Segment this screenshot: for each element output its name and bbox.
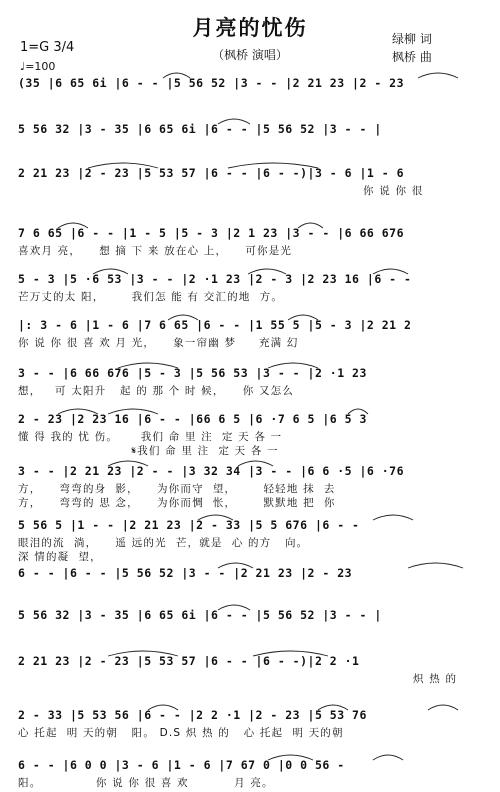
slur-arc — [408, 563, 463, 568]
lyric-line: 想， 可 太阳升 起 的 那 个 时 候， 你 又怎么 — [18, 385, 295, 397]
lyric-line: 心 托起 明 天的朝 阳。 D.S 炽 热 的 心 托起 明 天的朝 — [18, 727, 344, 739]
tempo-marking: ♩=100 — [20, 60, 56, 73]
slur-arc — [373, 515, 413, 520]
notation-line: 7 6 65 |6 - - |1 - 5 |5 - 3 |2 1 23 |3 - - |6 66 676 — [18, 226, 405, 240]
lyric-line: 喜欢月 亮， 想 摘 下 来 放在心 上， 可你是光 — [18, 245, 293, 257]
notation-line: 5 - 3 |5 ·6 53 |3 - - |2 ·1 23 |2 - 3 |2 23 16 |6 - - — [18, 272, 412, 286]
slur-arc — [418, 73, 458, 78]
song-subtitle: （枫桥 演唱） — [212, 48, 288, 62]
notation-line: (35 |6 65 6i |6 - - |5 56 52 |3 - - |2 21 23 |2 - 23 — [18, 76, 405, 90]
notation-line: 2 21 23 |2 - 23 |5 53 57 |6 - - |6 - -)|2 2 ·1 — [18, 654, 360, 668]
lyric-line: 深 情的凝 望， — [18, 551, 102, 563]
lyric-line: 你 说 你 很 — [363, 185, 424, 197]
notation-line: |: 3 - 6 |1 - 6 |7 6 65 |6 - - |1 55 5 |5 - 3 |2 21 2 — [18, 318, 412, 332]
lyric-line: 芒万丈的太 阳， 我们怎 能 有 交汇的地 方。 — [18, 291, 284, 303]
song-title: 月亮的忧伤 — [192, 16, 308, 40]
slur-arc — [428, 705, 458, 710]
composer-credit: 枫桥 曲 — [392, 50, 432, 64]
lyric-line: 阳。 你 说 你 很 喜 欢 月 亮。 — [18, 777, 274, 789]
notation-line: 3 - - |6 66 676 |5 - 3 |5 56 53 |3 - - |2 ·1 23 — [18, 366, 367, 380]
notation-line: 2 21 23 |2 - 23 |5 53 57 |6 - - |6 - -)|3 - 6 |1 - 6 — [18, 166, 405, 180]
notation-line: 2 - 33 |5 53 56 |6 - - |2 2 ·1 |2 - 23 |5 53 76 — [18, 708, 367, 722]
lyricist-credit: 绿柳 词 — [392, 32, 432, 46]
notation-line: 6 - - |6 - - |5 56 52 |3 - - |2 21 23 |2 - 23 — [18, 566, 353, 580]
notation-line: 5 56 32 |3 - 35 |6 65 6i |6 - - |5 56 52 |3 - - | — [18, 608, 382, 622]
slur-arc — [373, 755, 403, 760]
lyric-line: 你 说 你 很 喜 欢 月 光， 象一帘幽 梦 充满 幻 — [18, 337, 299, 349]
lyric-line: 方， 弯弯的 思 念， 为你而惆 怅， 默默地 把 你 — [18, 497, 336, 509]
lyric-line: 懂 得 我的 忧 伤。 我们 命 里 注 定 天 各 一 — [18, 431, 283, 443]
lyric-line: 炽 热 的 — [413, 673, 458, 685]
notation-line: 2 - 23 |2 23 16 |6 - - |66 6 5 |6 ·7 6 5 |6 5 3 — [18, 412, 367, 426]
notation-line: 3 - - |2 21 23 |2 - - |3 32 34 |3 - - |6 6 ·5 |6 ·76 — [18, 464, 405, 478]
lyric-line: 𝄋我们 命 里 注 定 天 各 一 — [18, 445, 279, 457]
key-signature: 1=G 3/4 — [20, 40, 75, 55]
lyric-line: 方， 弯弯的身 影， 为你而守 望， 轻轻地 抹 去 — [18, 483, 336, 495]
notation-line: 5 56 5 |1 - - |2 21 23 |2 - 33 |5 5 676 |6 - - — [18, 518, 360, 532]
notation-line: 5 56 32 |3 - 35 |6 65 6i |6 - - |5 56 52 |3 - - | — [18, 122, 382, 136]
notation-line: 6 - - |6 0 0 |3 - 6 |1 - 6 |7 67 0 |0 0 56 - — [18, 758, 345, 772]
lyric-line: 眼泪的流 淌， 遥 远的光 芒，就是 心 的方 向。 — [18, 537, 309, 549]
